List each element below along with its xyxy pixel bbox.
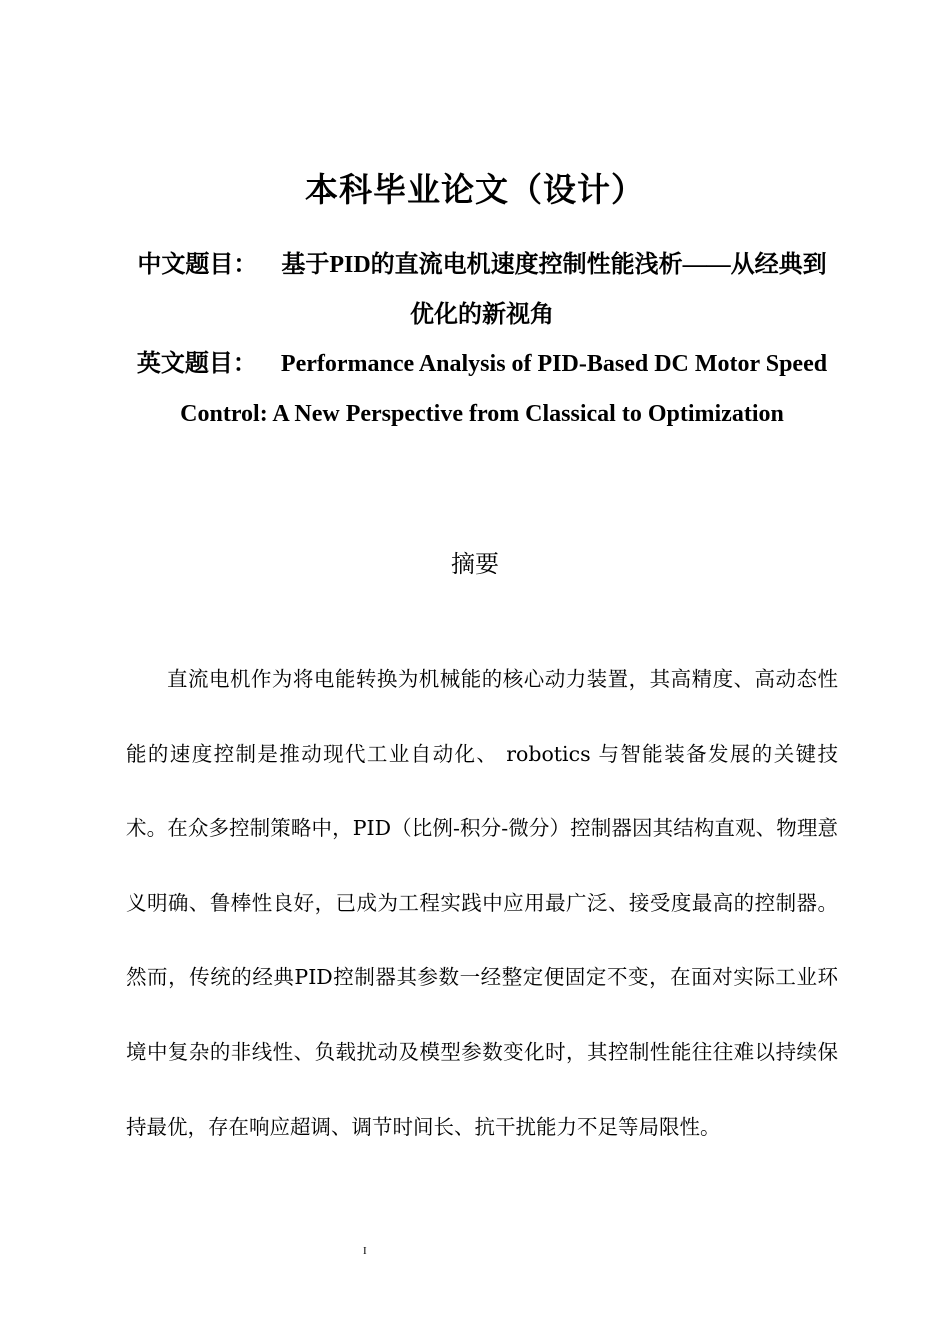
abstract-paragraph: 直流电机作为将电能转换为机械能的核心动力装置，其高精度、高动态性能的速度控制是推动现代工业自动化、 robotics 与智能装备发展的关键技术。在众多控制策略中，PID（比例-积分-微分）控制器因其结构直观、物理意义明确、鲁棒性良好，已成为工程实践中应用最广泛、接受度最高的控制器。然而，传统的经典PID控制器其参数一经整定便固定不变，在面对实际工业环境中复杂的非线性、负载扰动及模型参数变化时，其控制性能往往难以持续保持最优，存在响应超调、调节时间长、抗干扰能力不足等局限性。 bbox=[126, 667, 838, 1139]
chinese-title: 基于PID的直流电机速度控制性能浅析——从经典到优化的新视角 bbox=[281, 252, 827, 328]
document-title: 本科毕业论文（设计） bbox=[305, 170, 645, 209]
english-title-block bbox=[126, 339, 838, 439]
chinese-title-block bbox=[126, 240, 838, 340]
english-title-label: 英文题目： bbox=[136, 351, 257, 377]
chinese-title-label: 中文题目： bbox=[137, 252, 258, 278]
english-title: Performance Analysis of PID-Based DC Motor Speed Control: A New Perspective from Classical to Optimization bbox=[180, 351, 828, 427]
page-number: I bbox=[363, 1245, 367, 1257]
abstract-heading: 摘要 bbox=[451, 550, 499, 578]
